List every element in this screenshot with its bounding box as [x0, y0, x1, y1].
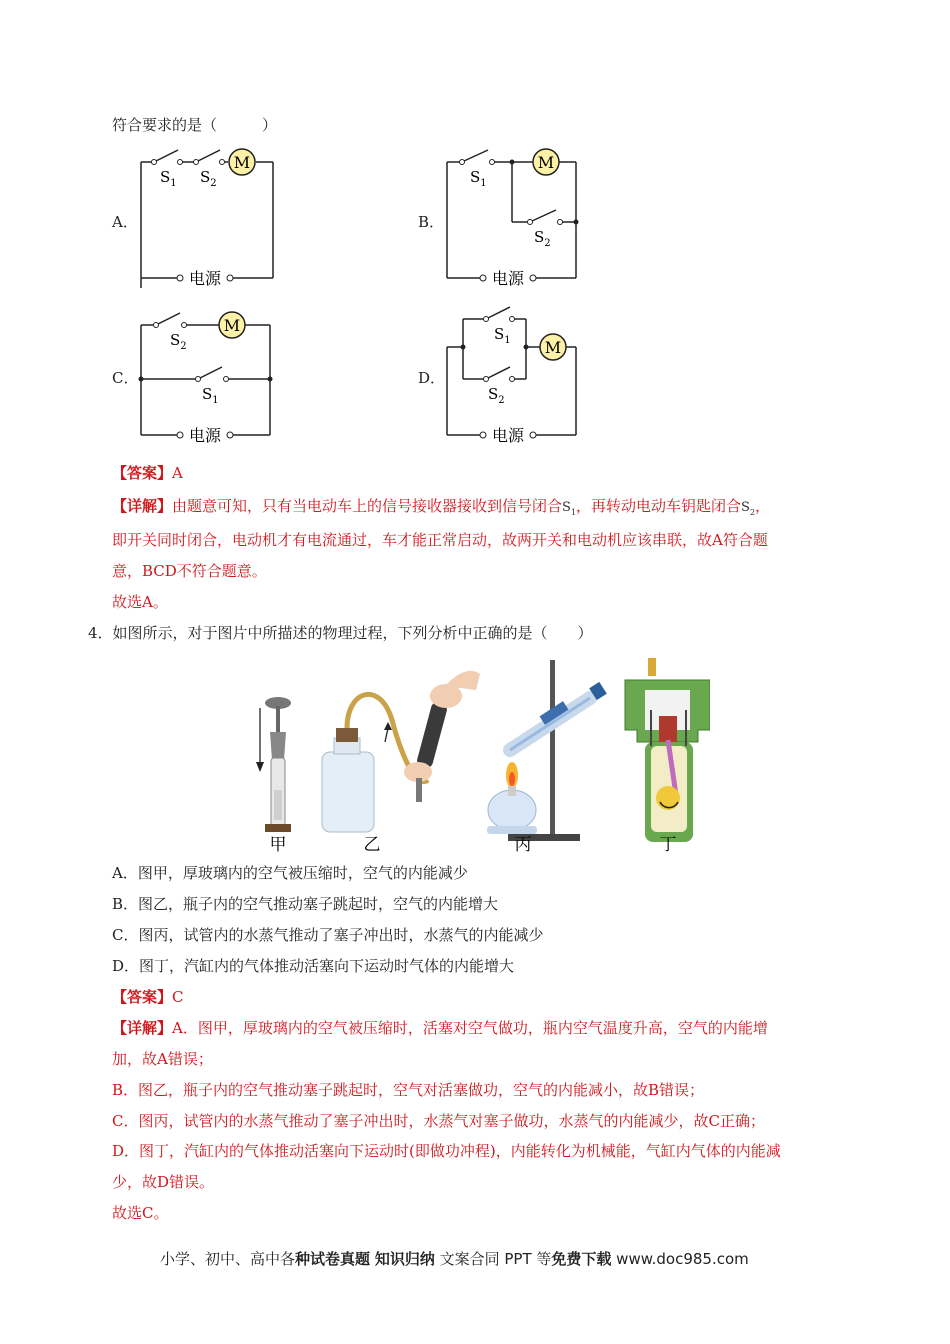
answer-tag: 【答案】 — [112, 464, 173, 482]
figure-label-ding: 丁 — [659, 835, 677, 855]
circuit-diagram-c — [130, 305, 290, 450]
svg-text:电源: 电源 — [188, 426, 222, 445]
circuit-diagram-b — [436, 142, 596, 292]
question-4-stem: 4．如图所示，对于图片中所描述的物理过程，下列分析中正确的是（ ） — [88, 624, 593, 642]
option-d: D．图丁，汽缸内的气体推动活塞向下运动时气体的内能增大 — [112, 957, 515, 975]
conclusion: 故选A。 — [112, 593, 168, 611]
motor-label: M — [233, 153, 251, 172]
question-stem-tail: 符合要求的是（ ） — [112, 116, 278, 134]
svg-text:S2: $S_2$ — [488, 385, 505, 406]
terminal-icon — [530, 275, 536, 281]
figure-label-bing: 丙 — [514, 835, 532, 855]
option-a: A．图甲，厚玻璃内的空气被压缩时，空气的内能减少 — [112, 864, 468, 882]
option-a-label: A． — [112, 213, 138, 231]
terminal-icon — [227, 275, 233, 281]
svg-text:S1: $S_1$ — [470, 168, 487, 189]
footer-banner[interactable]: 小学、初中、高中各种试卷真题 知识归纳 文案合同 PPT 等免费下载 www.doc985.com — [160, 1250, 749, 1268]
svg-text:M: M — [537, 153, 555, 172]
circuit-diagram-a — [130, 142, 290, 292]
option-b-label: B． — [418, 213, 445, 231]
detail-4-line-2: 加，故A错误； — [112, 1050, 213, 1068]
answer-line-4: 【答案】C — [112, 988, 184, 1006]
terminal-icon — [177, 432, 183, 438]
figure-ding — [625, 658, 710, 842]
figure-jia — [256, 697, 291, 832]
power-source-label: 电源 — [188, 269, 222, 288]
detail-line-2: 即开关同时闭合，电动机才有电流通过，车才能正常启动，故两开关和电动机应该串联，故A符合题 — [112, 531, 768, 549]
figure-label-jia: 甲 — [269, 835, 287, 855]
switch-s2 — [198, 150, 220, 161]
svg-text:S2: $S_2$ — [200, 168, 217, 189]
detail-4-line-3: B．图乙，瓶子内的空气推动塞子跳起时，空气对活塞做功，空气的内能减小，故B错误； — [112, 1081, 705, 1099]
conclusion-4: 故选C。 — [112, 1204, 169, 1222]
answer-line — [112, 462, 183, 484]
option-b: B．图乙，瓶子内的空气推动塞子跳起时，空气的内能增大 — [112, 895, 499, 913]
figure-label-yi: 乙 — [363, 835, 381, 855]
terminal-icon — [227, 432, 233, 438]
svg-text:电源: 电源 — [491, 269, 525, 288]
physics-figures — [240, 650, 710, 855]
terminal-icon — [530, 432, 536, 438]
terminal-icon — [177, 275, 183, 281]
circuit-diagram-d — [436, 305, 596, 450]
svg-text:S1: $S_1$ — [160, 168, 177, 189]
option-d-label: D． — [418, 369, 446, 387]
switch-s1 — [156, 150, 178, 161]
figure-bing — [487, 660, 607, 841]
detail-4-line-1: 【详解】A．图甲，厚玻璃内的空气被压缩时，活塞对空气做功，瓶内空气温度升高，空气的内能增 — [112, 1019, 768, 1037]
svg-text:M: M — [223, 316, 241, 335]
detail-line-3: 意，BCD不符合题意。 — [112, 562, 267, 580]
option-c: C．图丙，试管内的水蒸气推动了塞子冲出时，水蒸气的内能减少 — [112, 926, 544, 944]
option-c-label: C． — [112, 369, 139, 387]
svg-text:S2: $S_2$ — [534, 228, 551, 249]
svg-text:S1: $S_1$ — [202, 385, 219, 406]
terminal-icon — [480, 275, 486, 281]
answer-value: A — [172, 464, 183, 482]
detail-4-line-6: 少，故D错误。 — [112, 1173, 215, 1191]
svg-text:S1: $S_1$ — [494, 325, 511, 346]
detail-line-1: 【详解】由题意可知，只有当电动车上的信号接收器接收到信号闭合$S_1$，再转动电动车钥匙闭合$S_2$， — [112, 497, 771, 517]
detail-4-line-4: C．图丙，试管内的水蒸气推动了塞子冲出时，水蒸气对塞子做功，水蒸气的内能减少，故C正确； — [112, 1112, 765, 1130]
svg-text:电源: 电源 — [491, 426, 525, 445]
detail-4-line-5: D．图丁，汽缸内的气体推动活塞向下运动时(即做功冲程)，内能转化为机械能，气缸内气体的内能减 — [112, 1142, 781, 1160]
svg-text:M: M — [544, 338, 562, 357]
svg-text:S2: $S_2$ — [170, 331, 187, 352]
figure-yi — [322, 671, 480, 832]
terminal-icon — [480, 432, 486, 438]
